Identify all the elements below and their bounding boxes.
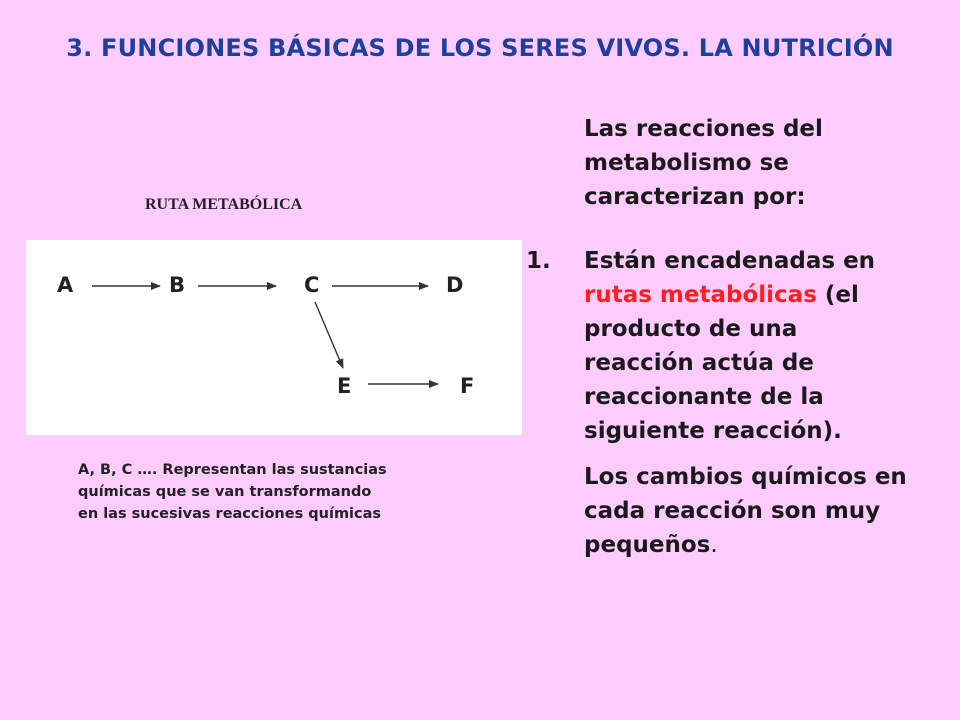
closing-text: Los cambios químicos en cada reacción son muy pequeños [584, 464, 907, 558]
route-label: RUTA METABÓLICA [145, 196, 303, 213]
highlight-rutas-metabolicas: rutas metabólicas [584, 282, 817, 308]
diagram-arrows [26, 240, 522, 435]
diagram-caption [78, 459, 438, 525]
node-b: B [169, 273, 186, 297]
node-c: C [304, 273, 320, 297]
arrow-c-e [315, 302, 343, 368]
caption-line-1: A, B, C …. Representan las sustancias [78, 462, 387, 478]
numbered-item-1 [526, 244, 914, 448]
caption-line-3: en las sucesivas reacciones químicas [78, 506, 382, 522]
node-f: F [460, 374, 475, 398]
metabolic-route-diagram [26, 240, 522, 435]
slide-title: 3. FUNCIONES BÁSICAS DE LOS SERES VIVOS. LA NUTRICIÓN [66, 34, 894, 62]
item-text-start: Están encadenadas en [584, 248, 876, 274]
node-d: D [446, 273, 464, 297]
node-a: A [57, 273, 74, 297]
explanation-text [526, 112, 914, 562]
intro-paragraph: Las reacciones del metabolismo se caracterizan por: [584, 116, 823, 210]
node-e: E [337, 374, 352, 398]
item-number: 1. [526, 248, 551, 274]
item-text-end: (el producto de una reacción actúa de reaccionante de la siguiente reacción). [584, 282, 859, 444]
closing-period: . [710, 532, 718, 558]
closing-paragraph [584, 460, 914, 562]
caption-line-2: químicas que se van transformando [78, 484, 372, 500]
